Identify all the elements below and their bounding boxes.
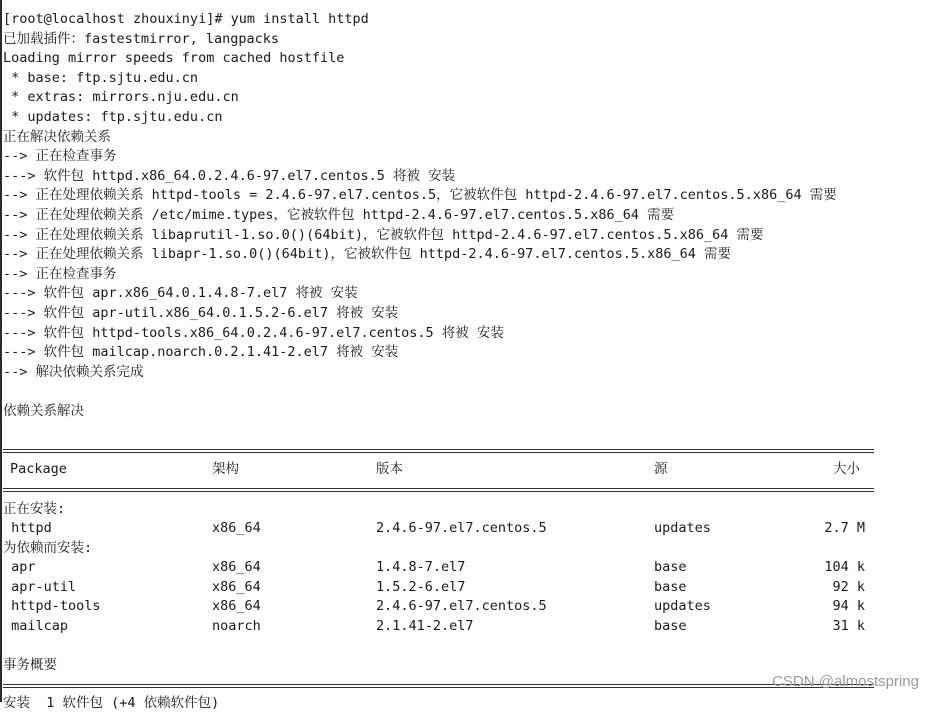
terminal-line: [root@localhost zhouxinyi]# yum install httpd — [3, 11, 369, 27]
summary-title: 事务概要 — [3, 657, 57, 673]
header-repo: 源 — [654, 461, 668, 477]
terminal-line: --> 正在检查事务 — [3, 148, 117, 165]
table-cell-arch: x86_64 — [212, 578, 261, 595]
table-cell-size: 94 k — [832, 598, 865, 615]
table-cell-arch: x86_64 — [212, 559, 261, 575]
header-version: 版本 — [376, 461, 403, 477]
table-cell-package: httpd-tools — [3, 598, 101, 615]
terminal-left-border — [0, 0, 2, 702]
terminal-line: --> 解决依赖关系完成 — [3, 363, 144, 380]
summary-rule — [3, 684, 874, 688]
table-cell-size: 2.7 M — [824, 520, 865, 536]
table-cell-arch: x86_64 — [212, 520, 261, 536]
table-header-rule — [3, 488, 874, 492]
table-cell-repo: base — [654, 617, 687, 634]
table-cell-package: mailcap — [3, 617, 69, 634]
table-cell-version: 2.4.6-97.el7.centos.5 — [376, 598, 547, 615]
section-deps: 为依赖而安装: — [3, 540, 93, 556]
terminal-line: --> 正在处理依赖关系 libapr-1.so.0()(64bit)，它被软件包 httpd-2.4.6-97.el7.centos.5.x86_64 需要 — [3, 246, 732, 263]
table-cell-arch: x86_64 — [212, 598, 261, 615]
terminal-line: 正在解决依赖关系 — [3, 128, 111, 145]
header-package: Package — [10, 461, 67, 477]
table-cell-repo: updates — [654, 598, 711, 615]
table-cell-size: 92 k — [832, 578, 865, 595]
header-arch: 架构 — [212, 461, 239, 477]
table-top-rule — [3, 449, 874, 453]
terminal-line: 依赖关系解决 — [3, 403, 84, 419]
table-cell-size: 104 k — [824, 559, 865, 575]
table-cell-version: 2.1.41-2.el7 — [376, 617, 474, 634]
summary-partial-line: 安装 1 软件包 (+4 依赖软件包) — [3, 695, 220, 711]
terminal-line: --> 正在处理依赖关系 httpd-tools = 2.4.6-97.el7.centos.5，它被软件包 httpd-2.4.6-97.el7.centos.5.x86_64 需要 — [3, 187, 837, 204]
csdn-watermark: CSDN @almostspring — [772, 673, 919, 690]
terminal-line: * base: ftp.sjtu.edu.cn — [3, 69, 199, 86]
terminal-line: ---> 软件包 mailcap.noarch.0.2.1.41-2.el7 将被 安装 — [3, 344, 399, 361]
terminal-line: ---> 软件包 httpd.x86_64.0.2.4.6-97.el7.centos.5 将被 安装 — [3, 167, 456, 184]
terminal-line: --> 正在处理依赖关系 libaprutil-1.so.0()(64bit)，它被软件包 httpd-2.4.6-97.el7.centos.5.x86_64 需要 — [3, 226, 764, 243]
table-cell-package: apr — [3, 559, 36, 575]
table-cell-repo: updates — [654, 520, 711, 536]
table-cell-package: httpd — [3, 520, 52, 536]
terminal-line: --> 正在处理依赖关系 /etc/mime.types，它被软件包 httpd-2.4.6-97.el7.centos.5.x86_64 需要 — [3, 207, 675, 223]
terminal-line: * extras: mirrors.nju.edu.cn — [3, 89, 239, 106]
terminal-line: --> 正在检查事务 — [3, 265, 117, 282]
table-cell-version: 2.4.6-97.el7.centos.5 — [376, 520, 547, 536]
section-installing: 正在安装: — [3, 501, 66, 517]
terminal-line: Loading mirror speeds from cached hostfile — [3, 50, 345, 67]
header-size: 大小 — [833, 461, 860, 477]
terminal-line: ---> 软件包 apr.x86_64.0.1.4.8-7.el7 将被 安装 — [3, 285, 358, 302]
table-cell-package: apr-util — [3, 578, 77, 595]
terminal-line: ---> 软件包 apr-util.x86_64.0.1.5.2-6.el7 将被 安装 — [3, 305, 399, 321]
terminal-line: ---> 软件包 httpd-tools.x86_64.0.2.4.6-97.el7.centos.5 将被 安装 — [3, 324, 504, 341]
table-cell-size: 31 k — [832, 617, 865, 634]
table-cell-version: 1.5.2-6.el7 — [376, 578, 466, 595]
table-cell-repo: base — [654, 578, 687, 595]
table-cell-version: 1.4.8-7.el7 — [376, 559, 466, 575]
terminal-line: 已加载插件：fastestmirror, langpacks — [3, 30, 280, 47]
table-cell-repo: base — [654, 559, 687, 575]
terminal-line: * updates: ftp.sjtu.edu.cn — [3, 109, 223, 125]
table-cell-arch: noarch — [212, 617, 261, 634]
